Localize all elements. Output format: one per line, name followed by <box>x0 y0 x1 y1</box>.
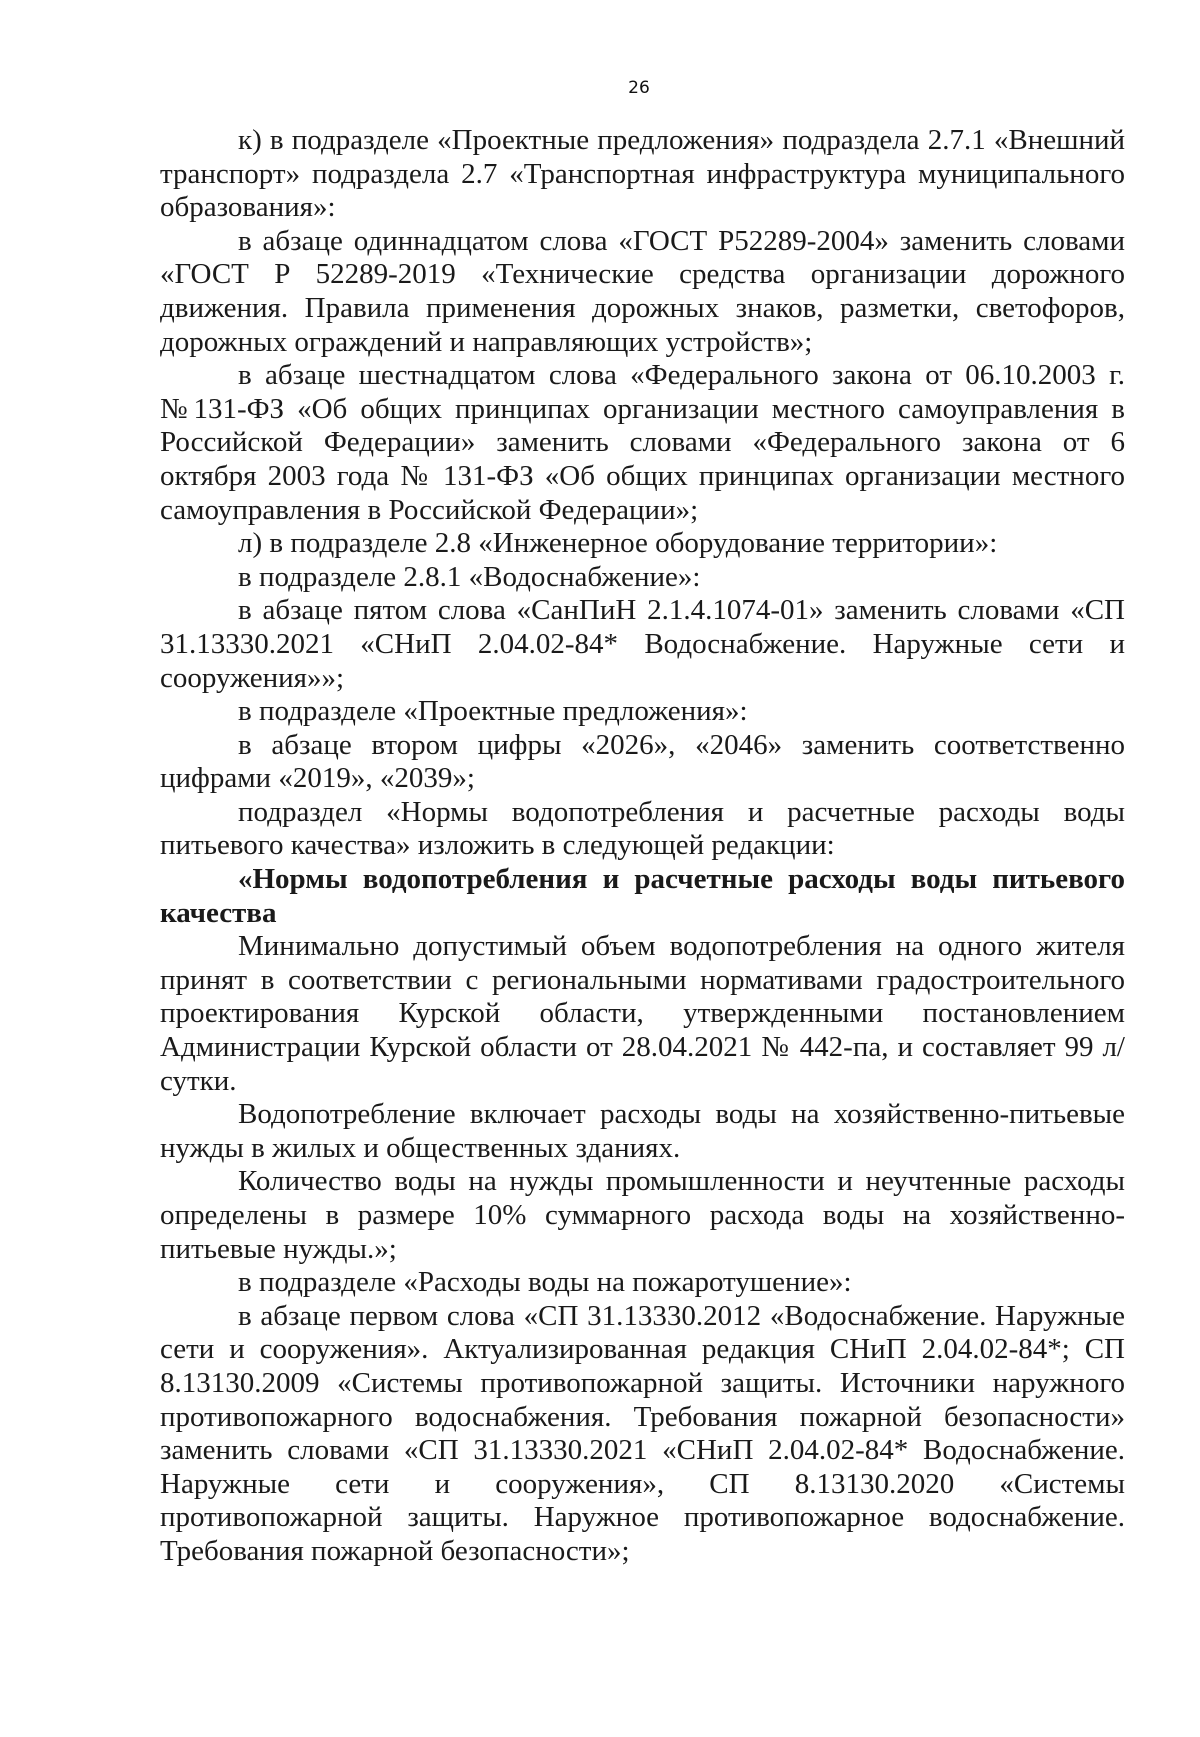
section-heading-water-norms: «Нормы водопотребления и расчетные расходы воды питьевого качества <box>160 863 1125 929</box>
paragraph-water-supply-subsection: в подразделе 2.8.1 «Водоснабжение»: <box>238 560 701 593</box>
document-body <box>160 124 1125 1569</box>
paragraph-gost-replacement: в абзаце одиннадцатом слова «ГОСТ Р52289-2004» заменить словами «ГОСТ Р 52289-2019 «Технические средства организации дорожного движения. Правила применения дорожных знаков, разметки, светофоров, дорожных ограждений и направляющих устройств»; <box>160 224 1125 358</box>
paragraph-k-transport: к) в подразделе «Проектные предложения» подраздела 2.7.1 «Внешний транспорт» подраздела 2.7 «Транспортная инфраструктура муниципального образования»: <box>160 124 1125 224</box>
paragraph-consumption-includes: Водопотребление включает расходы воды на хозяйственно-питьевые нужды в жилых и общественных зданиях. <box>160 1098 1125 1164</box>
page-number: 26 <box>628 78 650 98</box>
paragraph-sanpin-replacement: в абзаце пятом слова «СанПиН 2.1.4.1074-01» заменить словами «СП 31.13330.2021 «СНиП 2.04.02-84* Водоснабжение. Наружные сети и сооружения»»; <box>160 594 1125 694</box>
paragraph-min-consumption: Минимально допустимый объем водопотребления на одного жителя принят в соответствии с региональными нормативами градостроительного проектирования Курской области, утвержденными постановлением Администрации Курской области от 28.04.2021 № 442-па, и составляет 99 л/сутки. <box>160 930 1125 1097</box>
paragraph-new-edition-intro: подраздел «Нормы водопотребления и расчетные расходы воды питьевого качества» изложить в следующей редакции: <box>160 795 1125 862</box>
paragraph-year-replacement: в абзаце втором цифры «2026», «2046» заменить соответственно цифрами «2019», «2039»; <box>160 728 1125 795</box>
paragraph-industry-water: Количество воды на нужды промышленности и неучтенные расходы определены в размере 10% суммарного расхода воды на хозяйственно-питьевые нужды.»; <box>160 1165 1125 1265</box>
paragraph-sp-replacement: в абзаце первом слова «СП 31.13330.2012 «Водоснабжение. Наружные сети и сооружения». Актуализированная редакция СНиП 2.04.02-84*; СП 8.13130.2009 «Системы противопожарной защиты. Источники наружного противопожарного водоснабжения. Требования пожарной безопасности» заменить словами «СП 31.13330.2021 «СНиП 2.04.02-84* Водоснабжение. Наружные сети и сооружения», СП 8.13130.2020 «Системы противопожарной защиты. Наружное противопожарное водоснабжение. Требования пожарной безопасности»; <box>160 1299 1125 1567</box>
paragraph-project-proposals: в подразделе «Проектные предложения»: <box>238 695 748 728</box>
paragraph-l-engineering: л) в подразделе 2.8 «Инженерное оборудование территории»: <box>238 527 998 560</box>
paragraph-firefighting-subsection: в подразделе «Расходы воды на пожаротушение»: <box>238 1266 852 1299</box>
paragraph-federal-law-replacement: в абзаце шестнадцатом слова «Федерального закона от 06.10.2003 г. №131-ФЗ «Об общих принципах организации местного самоуправления в Российской Федерации» заменить словами «Федерального закона от 6 октября 2003 года № 131-ФЗ «Об общих принципах организации местного самоуправления в Российской Федерации»; <box>160 359 1125 526</box>
